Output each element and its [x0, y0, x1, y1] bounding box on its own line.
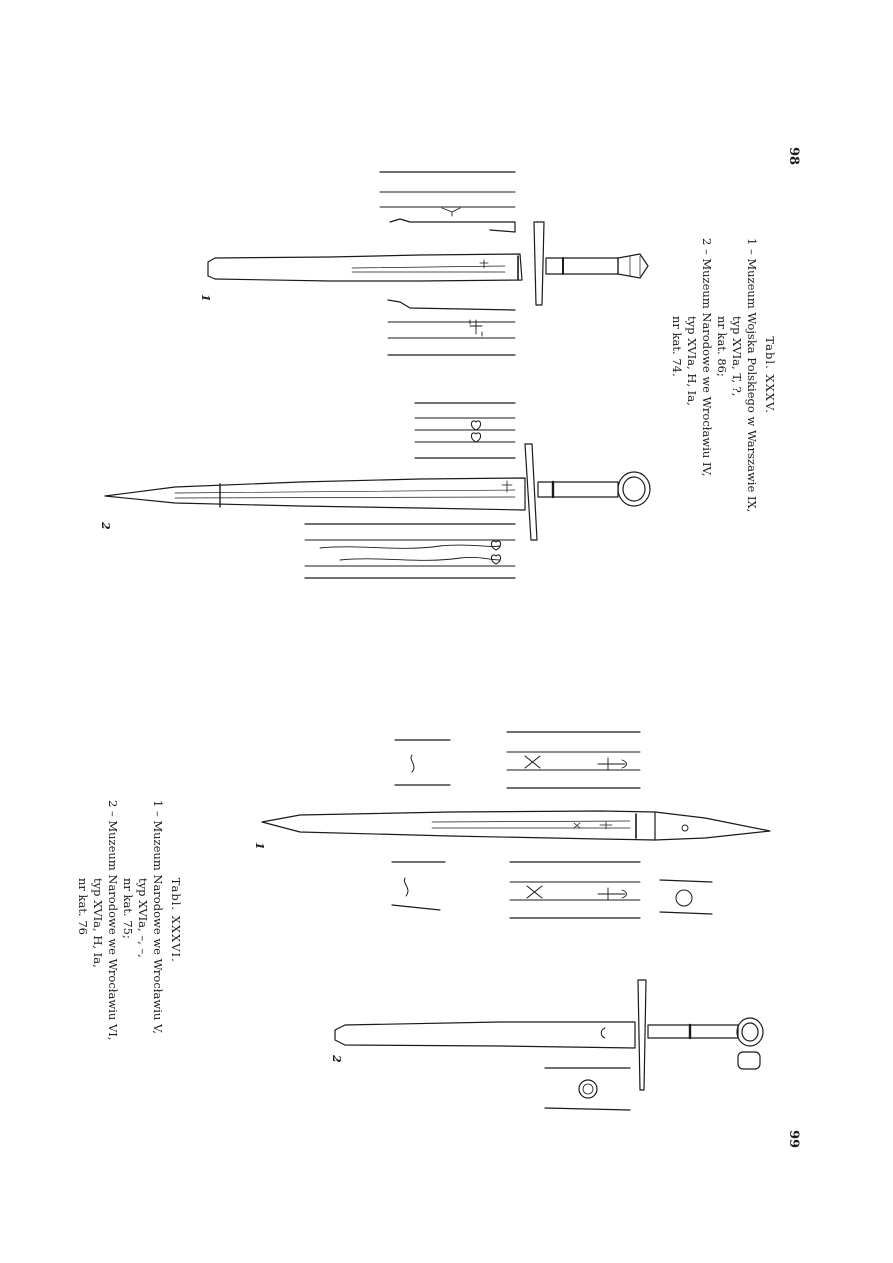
blade-mark-detail-35-2-upper — [415, 403, 515, 458]
plate-35-line-6: nr kat. 74. — [670, 316, 684, 377]
plate-35-caption — [669, 238, 777, 512]
sword-35-2-drawing — [105, 444, 650, 540]
plate-36-line-6: nr kat. 76 — [76, 878, 90, 935]
plate-35-line-2: typ XVIa, T, ?, — [730, 316, 744, 397]
plate-36-title: Tabl. XXXVI. — [169, 877, 183, 963]
plate-35-line-1: 1 – Muzeum Wojska Polskiego w Warszawie IX, — [745, 238, 759, 513]
figure-label-35-2: 2 — [99, 522, 112, 530]
plate-36-line-2: typ XVIa, –, –, — [136, 878, 150, 958]
plate-36-caption — [75, 800, 183, 1040]
section-detail-36-2 — [545, 1068, 630, 1110]
plate-35-line-5: typ XVIa, H, Ia, — [685, 316, 699, 406]
blade-mark-detail-35-1-upper — [380, 172, 515, 232]
sword-35-1-drawing — [208, 222, 648, 305]
figure-label-36-1: 1 — [253, 842, 266, 850]
sword-36-1-drawing — [262, 811, 770, 840]
sword-36-2-drawing — [335, 980, 763, 1090]
plate-36-line-1: 1 – Muzeum Narodowe we Wrocławiu V, — [151, 800, 165, 1034]
figure-label-36-2: 2 — [330, 1055, 343, 1063]
page-number-top: 98 — [786, 147, 801, 166]
figure-label-35-1: 1 — [199, 294, 212, 302]
plate-36-line-4: 2 – Muzeum Narodowe we Wrocławiu VI, — [106, 800, 120, 1041]
blade-mark-detail-35-2-lower — [305, 524, 515, 578]
blade-mark-detail-36-1-lower — [392, 862, 712, 918]
plate-36-line-5: typ XVIa, H, Ia, — [91, 878, 105, 968]
page-number-bottom: 99 — [786, 1130, 801, 1149]
plate-36-line-3: nr kat. 75; — [121, 878, 135, 939]
blade-mark-detail-35-1-lower — [388, 300, 515, 355]
plate-35-line-3: nr kat. 86; — [715, 316, 729, 377]
blade-mark-detail-36-1-upper — [395, 732, 640, 788]
plate-35-title: Tabl. XXXV. — [763, 336, 777, 414]
plate-35-line-4: 2 – Muzeum Narodowe we Wrocławiu IV, — [700, 238, 714, 477]
